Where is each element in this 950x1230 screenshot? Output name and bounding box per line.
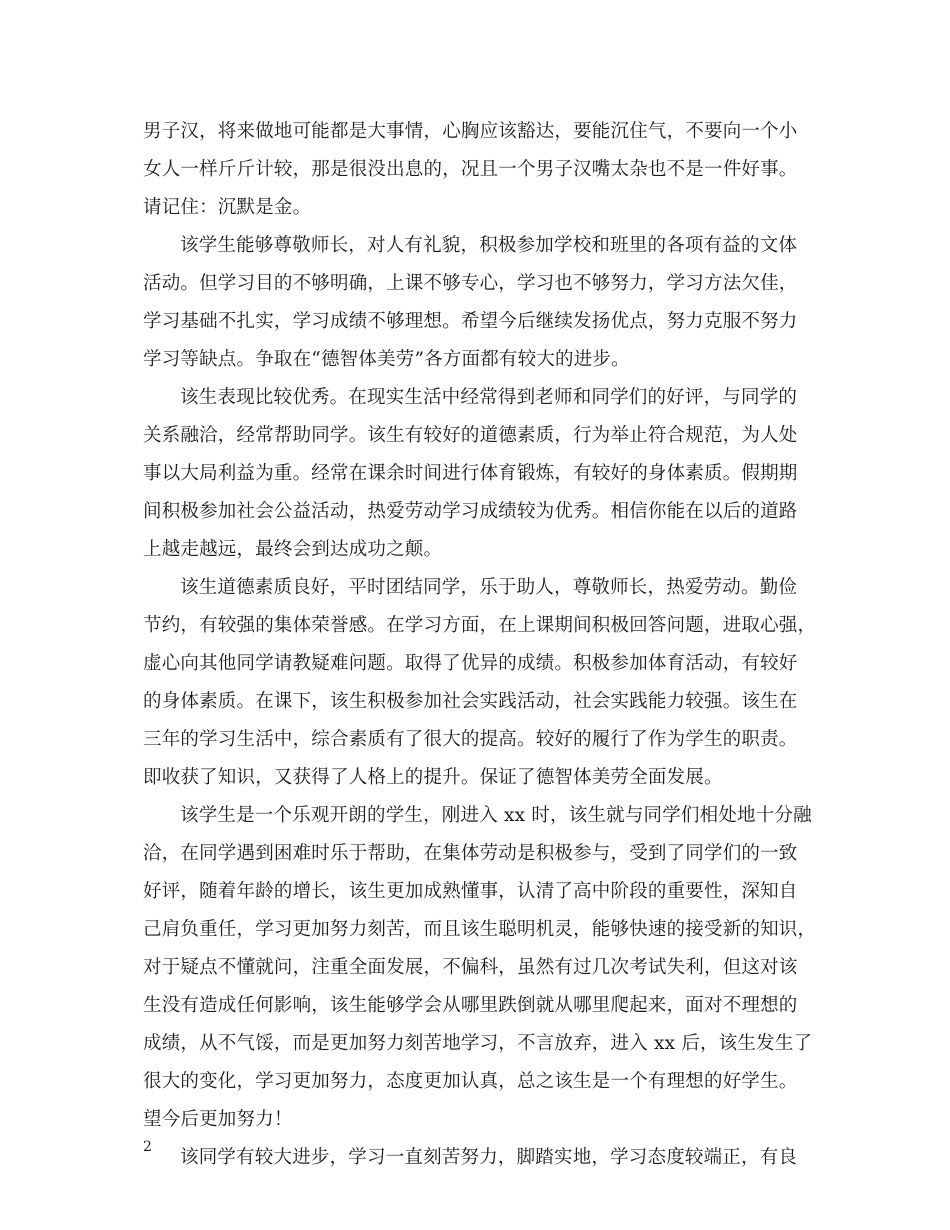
text-line: 该生道德素质良好，平时团结同学，乐于助人，尊敬师长，热爱劳动。勤俭	[180, 577, 798, 598]
text-line: 该同学有较大进步，学习一直刻苦努力，脚踏实地，学习态度较端正，有良	[180, 1147, 798, 1168]
text-line: 对于疑点不懂就问，注重全面发展，不偏科，虽然有过几次考试失利，但这对该	[143, 957, 798, 978]
body-text	[143, 113, 823, 1177]
text-line: 女人一样斤斤计较，那是很没出息的，况且一个男子汉嘴太杂也不是一件好事。	[143, 159, 798, 180]
text-line: 三年的学习生活中，综合素质有了很大的提高。较好的履行了作为学生的职责。	[143, 729, 798, 750]
text-line: 间积极参加社会公益活动，热爱劳动学习成绩较为优秀。相信你能在以后的道路	[143, 501, 798, 522]
text-line: 虚心向其他同学请教疑难问题。取得了优异的成绩。积极参加体育活动，有较好	[143, 653, 798, 674]
text-line: 上越走越远，最终会到达成功之颠。	[143, 539, 443, 560]
text-line: 节约，有较强的集体荣誉感。在学习方面，在上课期间积极回答问题，进取心强，	[143, 615, 817, 636]
text-line: 学习等缺点。争取在“德智体美劳”各方面都有较大的进步。	[143, 349, 630, 370]
text-line: 事以大局利益为重。经常在课余时间进行体育锻炼，有较好的身体素质。假期期	[143, 463, 798, 484]
text-line: 成绩，从不气馁，而是更加努力刻苦地学习，不言放弃，进入 xx 后，该生发生了	[143, 1033, 813, 1054]
text-line: 该学生是一个乐观开朗的学生，刚进入 xx 时，该生就与同学们相处地十分融	[180, 805, 812, 826]
page-number: 2	[143, 1139, 152, 1155]
text-line: 男子汉，将来做地可能都是大事情，心胸应该豁达，要能沉住气，不要向一个小	[143, 121, 798, 142]
text-line: 的身体素质。在课下，该生积极参加社会实践活动，社会实践能力较强。该生在	[143, 691, 798, 712]
text-line: 很大的变化，学习更加努力，态度更加认真，总之该生是一个有理想的好学生。	[143, 1071, 798, 1092]
text-line: 该生表现比较优秀。在现实生活中经常得到老师和同学们的好评，与同学的	[180, 387, 798, 408]
text-line: 好评，随着年龄的增长，该生更加成熟懂事，认清了高中阶段的重要性，深知自	[143, 881, 798, 902]
text-line: 洽，在同学遇到困难时乐于帮助，在集体劳动是积极参与，受到了同学们的一致	[143, 843, 798, 864]
text-line: 即收获了知识，又获得了人格上的提升。保证了德智体美劳全面发展。	[143, 767, 723, 788]
text-line: 生没有造成任何影响，该生能够学会从哪里跌倒就从哪里爬起来，面对不理想的	[143, 995, 798, 1016]
text-line: 己肩负重任，学习更加努力刻苦，而且该生聪明机灵，能够快速的接受新的知识，	[143, 919, 817, 940]
text-line: 望今后更加努力！	[143, 1109, 293, 1130]
text-line: 该学生能够尊敬师长，对人有礼貌，积极参加学校和班里的各项有益的文体	[180, 235, 798, 256]
text-line: 关系融洽，经常帮助同学。该生有较好的道德素质，行为举止符合规范，为人处	[143, 425, 798, 446]
text-line: 活动。但学习目的不够明确，上课不够专心，学习也不够努力，学习方法欠佳，	[143, 273, 798, 294]
text-line: 请记住：沉默是金。	[143, 197, 312, 218]
text-line: 学习基础不扎实，学习成绩不够理想。希望今后继续发扬优点，努力克服不努力	[143, 311, 798, 332]
